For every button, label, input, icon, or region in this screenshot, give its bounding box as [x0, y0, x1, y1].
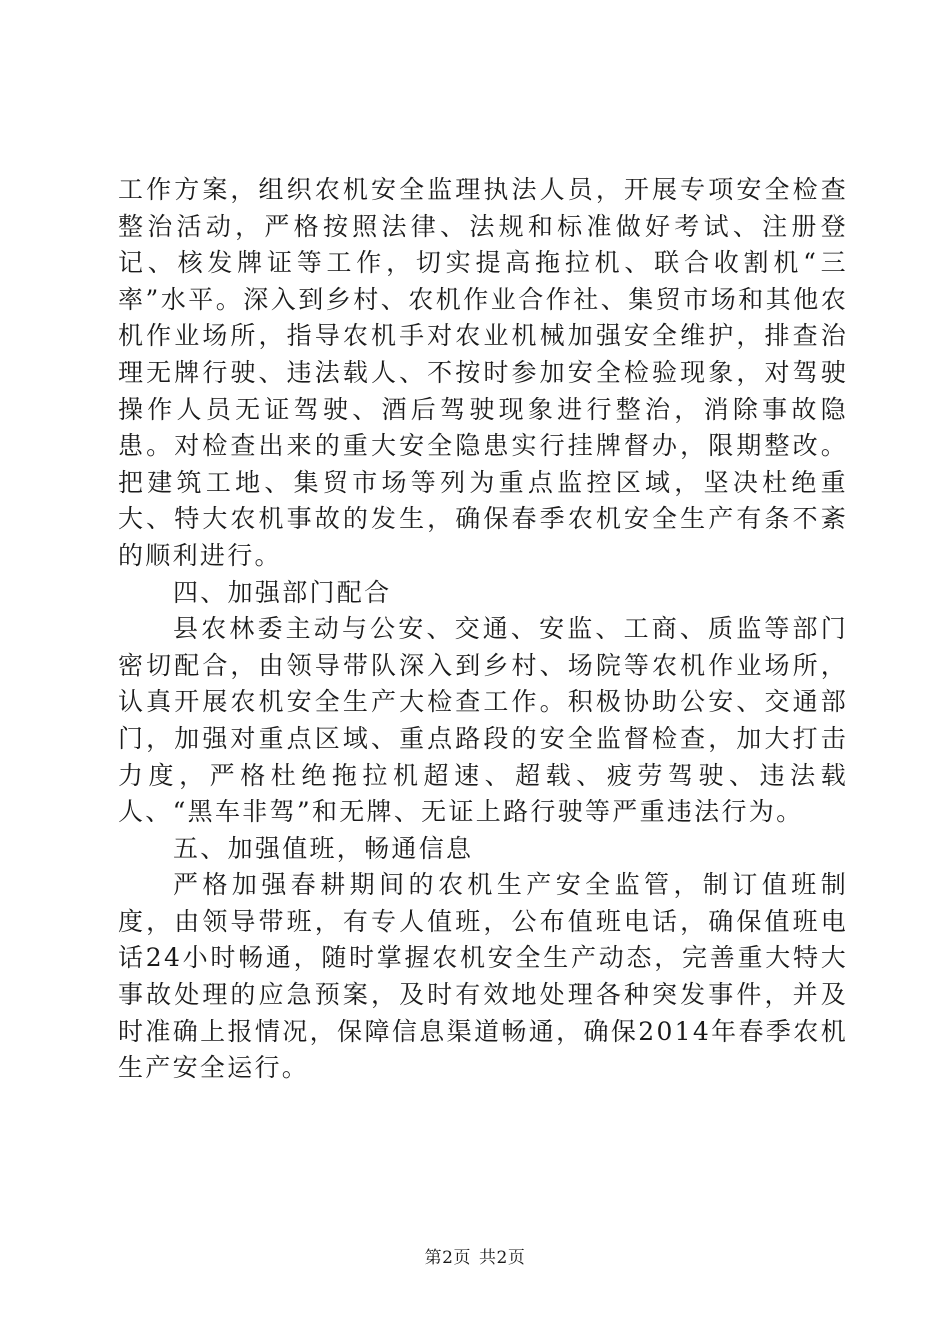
paragraph-section-5: 严格加强春耕期间的农机生产安全监管，制订值班制度，由领导带班，有专人值班，公布值班电话，确保值班电话24小时畅通，随时掌握农机安全生产动态，完善重大特大事故处理的应急预案，及时有效地处理各种突发事件，并及时准确上报情况，保障信息渠道畅通，确保2014年春季农机生产安全运行。 — [118, 870, 848, 1083]
section-heading-4: 四、加强部门配合 — [173, 577, 392, 607]
paragraph-continuation: 工作方案，组织农机安全监理执法人员，开展专项安全检查整治活动，严格按照法律、法规和标准做好考试、注册登记、核发牌证等工作，切实提高拖拉机、联合收割机“三率”水平。深入到乡村、农机作业合作社、集贸市场和其他农机作业场所，指导农机手对农业机械加强安全维护，排查治理无牌行驶、违法载人、不按时参加安全检验现象，对驾驶操作人员无证驾驶、酒后驾驶现象进行整治，消除事故隐患。对检查出来的重大安全隐患实行挂牌督办，限期整改。把建筑工地、集贸市场等列为重点监控区域，坚决杜绝重大、特大农机事故的发生，确保春季农机安全生产有条不紊的顺利进行。 — [118, 175, 848, 570]
document-body — [118, 172, 848, 1087]
page-number-current: 第2页 — [424, 1248, 471, 1268]
page-number-total: 共2页 — [479, 1248, 526, 1268]
section-heading-5: 五、加强值班，畅通信息 — [173, 833, 474, 863]
page-footer — [0, 1243, 950, 1268]
paragraph-section-4: 县农林委主动与公安、交通、安监、工商、质监等部门密切配合，由领导带队深入到乡村、场院等农机作业场所，认真开展农机安全生产大检查工作。积极协助公安、交通部门，加强对重点区域、重点路段的安全监督检查，加大打击力度，严格杜绝拖拉机超速、超载、疲劳驾驶、违法载人、“黑车非驾”和无牌、无证上路行驶等严重违法行为。 — [118, 614, 848, 827]
